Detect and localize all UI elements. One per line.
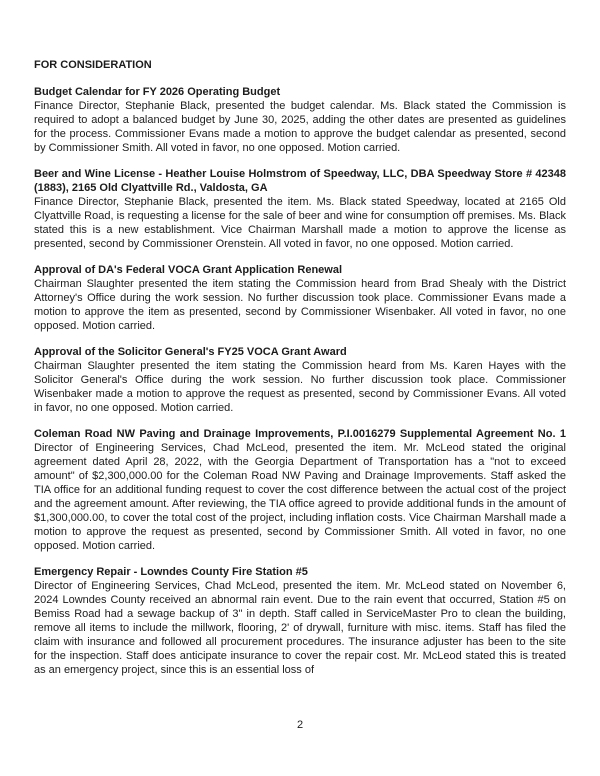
section-heading: Beer and Wine License - Heather Louise Holmstrom of Speedway, LLC, DBA Speedway Store # 42348 (1883), 2165 Old Clyattville Rd., Valdosta, GA <box>34 168 566 194</box>
section-body: Finance Director, Stephanie Black, presented the item. Ms. Black stated Speedway, located at 2165 Old Clyattville Road, is requesting a license for the sale of beer and wine for consumption off premises. Ms. Black stated this is a new establishment. Vice Chairman Marshall made a motion to approve the license as presented, second by Commissioner Orenstein. All voted in favor, no one opposed. Motion carried. <box>34 196 566 250</box>
section-body: Chairman Slaughter presented the item stating the Commission heard from Ms. Karen Hayes with the Solicitor General's Office during the work session. No further discussion took place. Commissioner Wisenbaker made a motion to approve the request as presented, second by Commissioner Evans. All voted in favor, no one opposed. Motion carried. <box>34 360 566 414</box>
section-heading: Budget Calendar for FY 2026 Operating Budget <box>34 86 281 98</box>
page-number: 2 <box>296 719 304 731</box>
section-heading: Emergency Repair - Lowndes County Fire Station #5 <box>34 566 308 578</box>
section-emergency-repair <box>34 565 566 677</box>
section-solicitor-voca-award <box>34 345 566 415</box>
page-title: FOR CONSIDERATION <box>34 59 152 71</box>
section-heading-runin: Coleman Road NW Paving and Drainage Improvements, P.I.0016279 Supplemental Agreement No. 1 <box>34 428 566 440</box>
section-body-text: Director of Engineering Services, Chad McLeod, presented the item. Mr. McLeod stated the original agreement dated April 28, 2022, with the Georgia Department of Transportation has a "not to exceed amount" of $2,300,000.00 for the Coleman Road NW Paving and Drainage Improvements. Staff asked the TIA office for an additional funding request to cover the cost difference between the actual cost of the project and the agreement amount. After reviewing, the TIA office agreed to provide additional funds in the amount of $1,300,000.00, to cover the total cost of the project, including inflation costs. Vice Chairman Marshall made a motion to approve the request as presented, second by Commissioner Smith. All voted in favor, no one opposed. Motion carried. <box>34 442 566 552</box>
section-coleman-road <box>34 427 566 553</box>
section-heading: Approval of DA's Federal VOCA Grant Application Renewal <box>34 264 343 276</box>
section-body <box>34 427 566 553</box>
section-da-voca-grant <box>34 263 566 333</box>
section-body: Director of Engineering Services, Chad McLeod, presented the item. Mr. McLeod stated on November 6, 2024 Lowndes County received an abnormal rain event. Due to the rain event that occurred, Station #5 on Bemiss Road had a sewage backup of 3" in depth. Staff called in ServiceMaster Pro to clean the building, remove all items to include the millwork, flooring, 2' of drywall, furniture with misc. items. Staff has filed the claim with insurance and followed all procurement procedures. The insurance adjuster has been to the site for the inspection. Staff does anticipate insurance to cover the repair cost. Mr. McLeod stated this is treated as an emergency project, since this is an essential loss of <box>34 580 566 676</box>
section-body: Chairman Slaughter presented the item stating the Commission heard from Brad Shealy with the District Attorney's Office during the work session. No further discussion took place. Commissioner Evans made a motion to approve the item as presented, second by Commissioner Wisenbaker. All voted in favor, no one opposed. Motion carried. <box>34 278 566 332</box>
section-beer-wine-license <box>34 167 566 251</box>
section-body: Finance Director, Stephanie Black, presented the budget calendar. Ms. Black stated the Commission is required to adopt a balanced budget by June 30, 2025, adding the other dates are presented as guidelines for the process. Commissioner Evans made a motion to approve the budget calendar as presented, second by Commissioner Smith. All voted in favor, no one opposed. Motion carried. <box>34 100 566 154</box>
section-heading: Approval of the Solicitor General's FY25 VOCA Grant Award <box>34 346 347 358</box>
section-budget-calendar <box>34 85 566 155</box>
